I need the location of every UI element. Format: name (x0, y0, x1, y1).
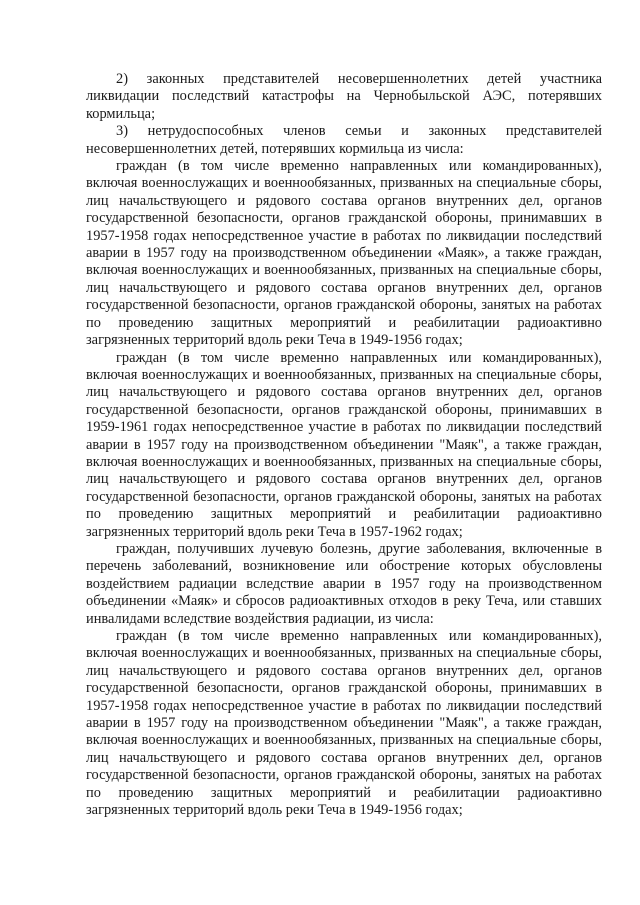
paragraph-radiation-illness: граждан, получивших лучевую болезнь, другие заболевания, включенные в перечень заболеваний, возникновение или обострение которых обусловлены воздействием радиации вследствие аварии в 1957 году на производственном объединении «Маяк» и сбросов радиоактивных отходов в реку Теча, или ставших инвалидами вследствие воздействия радиации, из числа: (86, 540, 602, 627)
paragraph-mayak-1957-1958: граждан (в том числе временно направленных или командированных), включая военнослужащих и военнообязанных, призванных на специальные сборы, лиц начальствующего и рядового состава органов внутренних дел, органов государственной безопасности, органов гражданской обороны, принимавших в 1957-1958 годах непосредственное участие в работах по ликвидации последствий аварии в 1957 году на производственном объединении «Маяк», а также граждан, включая военнослужащих и военнообязанных, призванных на специальные сборы, лиц начальствующего и рядового состава органов внутренних дел, органов государственной безопасности, органов гражданской обороны, занятых на работах по проведению защитных мероприятий и реабилитации радиоактивно загрязненных территорий вдоль реки Теча в 1949-1956 годах; (86, 158, 602, 349)
paragraph-item-3: 3) нетрудоспособных членов семьи и законных представителей несовершеннолетних детей, потерявших кормильца из числа: (86, 123, 602, 157)
document-body (86, 71, 602, 819)
paragraph-item-2: 2) законных представителей несовершеннолетних детей участника ликвидации последствий катастрофы на Чернобыльской АЭС, потерявших кормильца; (86, 71, 602, 122)
paragraph-mayak-1957-1958-repeat: граждан (в том числе временно направленных или командированных), включая военнослужащих и военнообязанных, призванных на специальные сборы, лиц начальствующего и рядового состава органов внутренних дел, органов государственной безопасности, органов гражданской обороны, принимавших в 1957-1958 годах непосредственное участие в работах по ликвидации последствий аварии в 1957 году на производственном объединении "Маяк", а также граждан, включая военнослужащих и военнообязанных, призванных на специальные сборы, лиц начальствующего и рядового состава органов внутренних дел, органов государственной безопасности, органов гражданской обороны, занятых на работах по проведению защитных мероприятий и реабилитации радиоактивно загрязненных территорий вдоль реки Теча в 1949-1956 годах; (86, 628, 602, 819)
paragraph-mayak-1959-1961: граждан (в том числе временно направленных или командированных), включая военнослужащих и военнообязанных, призванных на специальные сборы, лиц начальствующего и рядового состава органов внутренних дел, органов государственной безопасности, органов гражданской обороны, принимавших в 1959-1961 годах непосредственное участие в работах по ликвидации последствий аварии в 1957 году на производственном объединении "Маяк", а также граждан, включая военнослужащих и военнообязанных, призванных на специальные сборы, лиц начальствующего и рядового состава органов внутренних дел, органов государственной безопасности, органов гражданской обороны, занятых на работах по проведению защитных мероприятий и реабилитации радиоактивно загрязненных территорий вдоль реки Теча в 1957-1962 годах; (86, 349, 602, 540)
